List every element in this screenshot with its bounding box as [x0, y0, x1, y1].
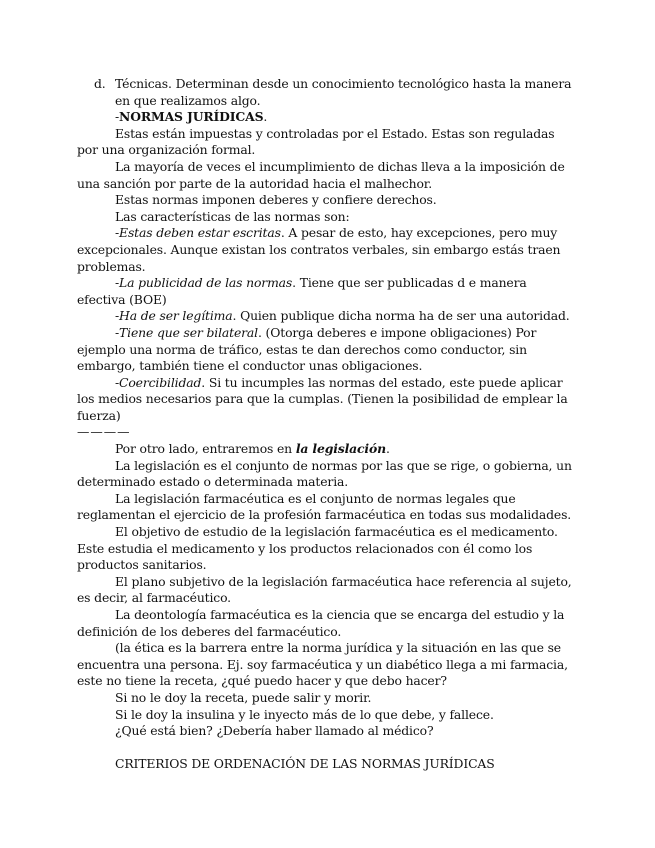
blank-line: [77, 740, 577, 757]
paragraph: Estas normas imponen deberes y confiere derechos.: [115, 192, 437, 208]
characteristic-term: Estas deben estar escritas: [119, 225, 281, 241]
paragraph: La mayoría de veces el incumplimiento de dichas lleva a la imposición de una sanción por parte de la autoridad hacia el malhechor.: [77, 158, 565, 191]
characteristic-term: Tiene que ser bilateral: [119, 324, 258, 340]
characteristic-term: Coercibilidad: [119, 374, 202, 390]
document-body: [77, 76, 577, 773]
paragraph: El objetivo de estudio de la legislación farmacéutica es el medicamento. Este estudia el medicamento y los productos relacionados con él como los productos sanitarios.: [77, 524, 558, 573]
normas-heading: -NORMAS JURÍDICAS.: [115, 109, 268, 125]
paragraph: (la ética es la barrera entre la norma jurídica y la situación en las que se encuentra una persona. Ej. soy farmacéutica y un diabético llega a mi farmacia, este no tiene la receta, ¿qué puedo hacer y que debo hacer?: [77, 640, 568, 689]
characteristic-term: La publicidad de las normas: [119, 275, 293, 291]
legislacion-term: la legislación: [295, 441, 386, 457]
list-item-d: [77, 76, 577, 109]
paragraph: Si no le doy la receta, puede salir y morir.: [115, 689, 372, 705]
paragraph: Estas están impuestas y controladas por el Estado. Estas son reguladas por una organización formal.: [77, 125, 555, 158]
characteristic-term: Ha de ser legítima: [119, 308, 233, 324]
paragraph: La deontología farmacéutica es la ciencia que se encarga del estudio y la definición de los deberes del farmacéutico.: [77, 607, 565, 639]
separator-dashes: ————: [77, 424, 131, 440]
paragraph: Si le doy la insulina y le inyecto más de lo que debe, y fallece.: [115, 706, 494, 722]
legislacion-intro: Por otro lado, entraremos en la legislación.: [115, 441, 390, 457]
characteristic-item: -Coercibilidad. Si tu incumples las normas del estado, este puede aplicar los medios necesarios para que la cumplas. (Tienen la posibilidad de emplear la fuerza): [77, 374, 568, 423]
paragraph: El plano subjetivo de la legislación farmacéutica hace referencia al sujeto, es decir, al farmacéutico.: [77, 573, 572, 606]
list-marker: d.: [94, 76, 106, 91]
paragraph: La legislación farmacéutica es el conjunto de normas legales que reglamentan el ejercicio de la profesión farmacéutica en todas sus modalidades.: [77, 490, 572, 523]
criterios-heading: CRITERIOS DE ORDENACIÓN DE LAS NORMAS JURÍDICAS: [115, 756, 495, 772]
characteristic-item: -La publicidad de las normas. Tiene que ser publicadas d e manera efectiva (BOE): [77, 275, 527, 307]
characteristic-item: -Ha de ser legítima. Quien publique dicha norma ha de ser una autoridad.: [115, 308, 570, 324]
normas-title: NORMAS JURÍDICAS: [119, 109, 264, 125]
characteristic-item: -Estas deben estar escritas. A pesar de esto, hay excepciones, pero muy excepcionales. Aunque existan los contratos verbales, sin embargo estás traen problemas.: [77, 225, 561, 274]
paragraph: La legislación es el conjunto de normas por las que se rige, o gobierna, un determinado estado o determinada materia.: [77, 457, 572, 490]
paragraph: ¿Qué está bien? ¿Debería haber llamado al médico?: [115, 723, 434, 739]
paragraph: Las características de las normas son:: [115, 208, 350, 224]
list-item-text: Técnicas. Determinan desde un conocimiento tecnológico hasta la manera en que realizamos algo.: [115, 76, 572, 108]
characteristic-item: -Tiene que ser bilateral. (Otorga deberes e impone obligaciones) Por ejemplo una norma de tráfico, estas te dan derechos como conductor, sin embargo, también tiene el conductor unas obligaciones.: [77, 324, 537, 374]
